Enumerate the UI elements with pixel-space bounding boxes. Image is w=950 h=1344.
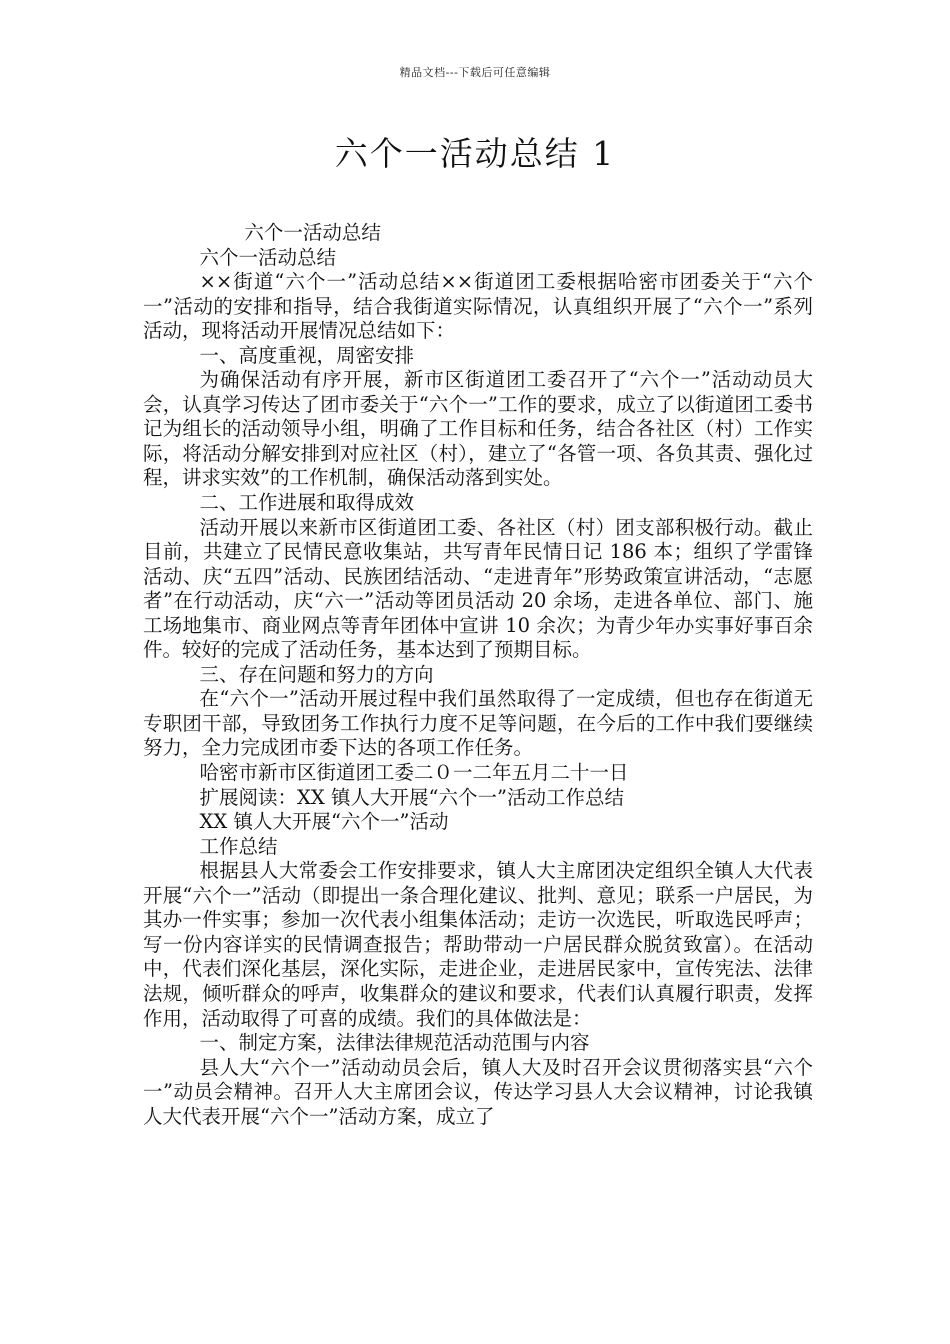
document-title: 六个一活动总结 1 — [334, 134, 616, 173]
section-heading: 三、存在问题和努力的方向 — [199, 662, 434, 686]
body-paragraph: 工作总结 — [199, 834, 278, 858]
body-paragraph: ××街道“六个一”活动总结××街道团工委根据哈密市团委关于“六个一”活动的安排和指导，结合我街道实际情况，认真组织开展了“六个一”系列活动，现将活动开展情况总结如下： — [143, 270, 813, 343]
body-paragraph: 县人大“六个一”活动动员会后，镇人大及时召开会议贯彻落实县“六个一”动员会精神。召开人大主席团会议，传达学习县人大会议精神，讨论我镇人大代表开展“六个一”活动方案，成立了 — [143, 1055, 813, 1128]
body-paragraph: 活动开展以来新市区街道团工委、各社区（村）团支部积极行动。截止目前，共建立了民情民意收集站，共写青年民情日记 186 本；组织了学雷锋活动、庆“五四”活动、民族团结活动、“走进青年”形势政策宣讲活动，“志愿者”在行动活动，庆“六一”活动等团员活动 20 余场，走进各单位、部门、施工场地集市、商业网点等青年团体中宣讲 10 余次；为青少年办实事好事百余件。较好的完成了活动任务，基本达到了预期目标。 — [143, 515, 813, 662]
section-heading: 一、制定方案，法律法律规范活动范围与内容 — [199, 1031, 590, 1055]
body-paragraph: XX 镇人大开展“六个一”活动 — [199, 810, 449, 834]
section-heading: 一、高度重视，周密安排 — [199, 343, 415, 367]
body-paragraph: 为确保活动有序开展，新市区街道团工委召开了“六个一”活动动员大会，认真学习传达了团市委关于“六个一”工作的要求，成立了以街道团工委书记为组长的活动领导小组，明确了工作目标和任务，结合各社区（村）工作实际，将活动分解安排到对应社区（村），建立了“各管一项、各负其责、强化过程，讲求实效”的工作机制，确保活动落到实处。 — [143, 368, 813, 490]
page-header-note: 精品文档---下载后可任意编辑 — [399, 66, 551, 79]
document-body — [143, 221, 813, 1129]
body-paragraph: 六个一活动总结 — [244, 221, 381, 244]
body-paragraph: 六个一活动总结 — [199, 245, 337, 269]
signature-line: 哈密市新市区街道团工委二０一二年五月二十一日 — [199, 761, 629, 785]
extended-reading-title: 扩展阅读：XX 镇人大开展“六个一”活动工作总结 — [199, 785, 624, 809]
body-paragraph: 根据县人大常委会工作安排要求，镇人大主席团决定组织全镇人大代表开展“六个一”活动（即提出一条合理化建议、批判、意见；联系一户居民，为其办一件实事；参加一次代表小组集体活动；走访一次选民，听取选民呼声；写一份内容详实的民情调查报告；帮助带动一户居民群众脱贫致富）。在活动中，代表们深化基层，深化实际，走进企业，走进居民家中，宣传宪法、法律法规，倾听群众的呼声，收集群众的建议和要求，代表们认真履行职责，发挥作用，活动取得了可喜的成绩。我们的具体做法是： — [143, 859, 813, 1030]
section-heading: 二、工作进展和取得成效 — [199, 491, 415, 515]
body-paragraph: 在“六个一”活动开展过程中我们虽然取得了一定成绩，但也存在街道无专职团干部，导致团务工作执行力度不足等问题，在今后的工作中我们要继续努力，全力完成团市委下达的各项工作任务。 — [143, 687, 813, 760]
